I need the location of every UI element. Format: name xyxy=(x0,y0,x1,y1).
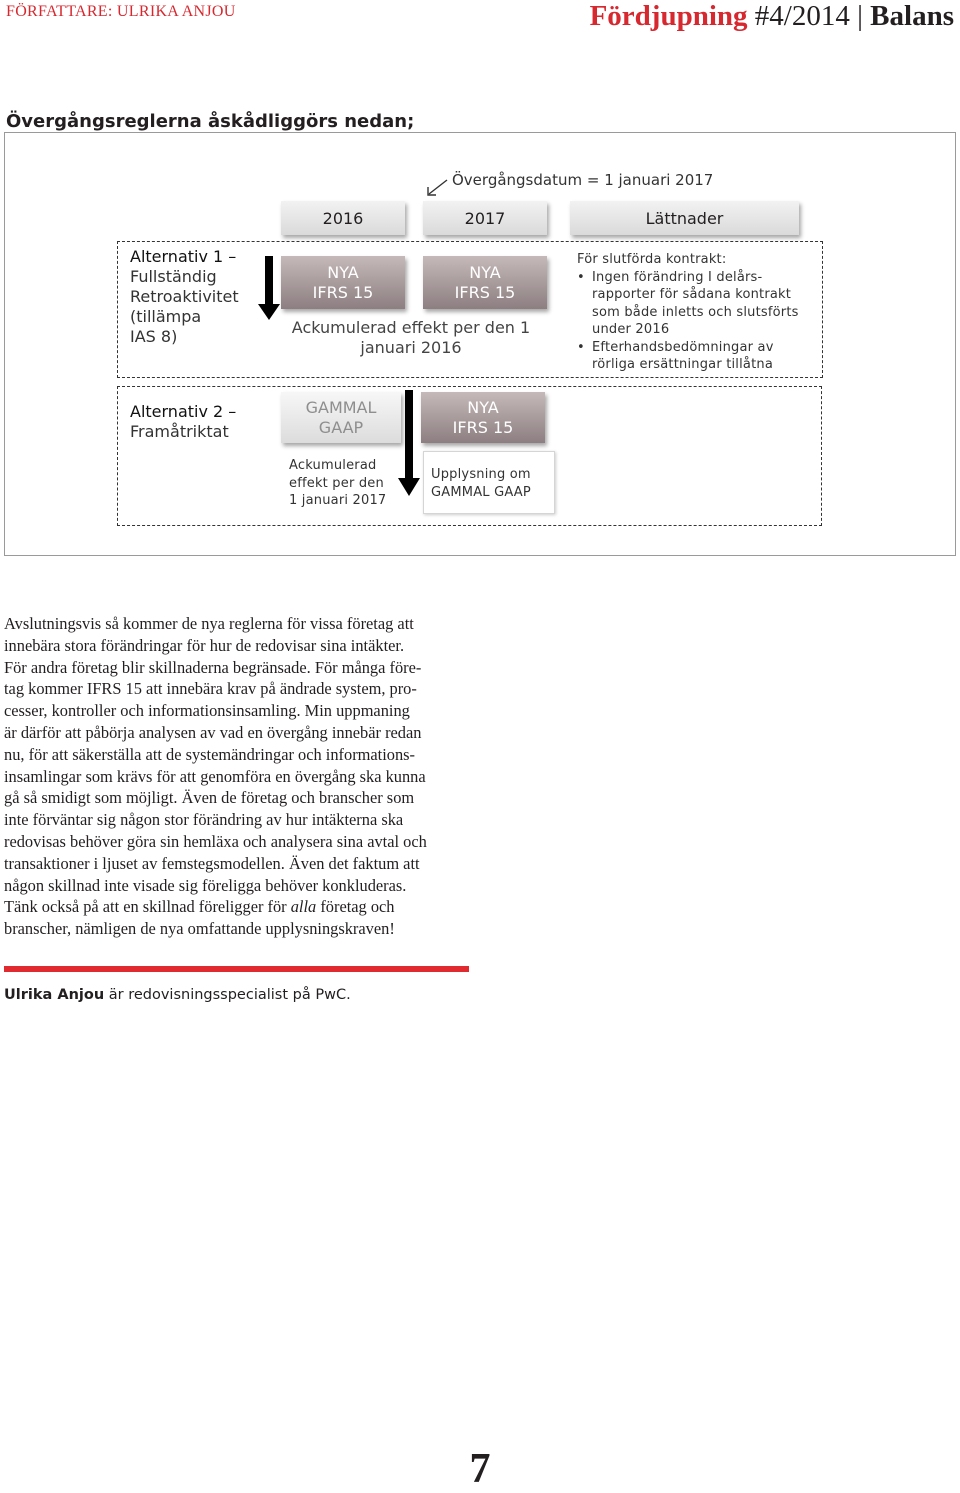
transition-date: Övergångsdatum = 1 januari 2017 xyxy=(452,171,714,189)
red-divider xyxy=(4,966,469,972)
down-arrow-icon xyxy=(258,256,280,322)
column-2016: 2016 xyxy=(281,201,405,235)
down-arrow-icon xyxy=(398,390,420,498)
magazine-name: Balans xyxy=(870,0,954,32)
transition-arrow-icon xyxy=(424,178,450,198)
relief-list xyxy=(577,251,817,374)
relief-intro: För slutförda kontrakt: xyxy=(577,252,727,267)
header-divider: | xyxy=(857,0,863,32)
alt2-effect-note: Ackumulerad effekt per den 1 januari 2017 xyxy=(289,458,387,508)
alt2-gammal-gaap: GAMMAL GAAP xyxy=(281,392,401,443)
issue-number: #4/2014 xyxy=(754,0,850,32)
alt1-nya-ifrs15-2017: NYA IFRS 15 xyxy=(423,256,547,309)
alt1-nya-ifrs15-2016: NYA IFRS 15 xyxy=(281,256,405,309)
body-paragraph: Avslutningsvis så kommer de nya reglerna för vissa företag att innebära stora förändringar för hur de redovisar sina intäkter. För andra företag blir skillnaderna begränsade. För många före- tag kommer IFRS 15 att innebära krav på ändrade system, pro- cesser, kontroller och informationsinsamling. Min uppmaning är därför att påbörja analysen av vad en övergång innebär redan nu, för att säkerställa att de systemändringar och informations- insamlingar som krävs för att genomföra en övergång ska kunna gå så smidigt som möjligt. Även de företag och branscher som inte förväntar sig någon stor förändring av hur intäkterna ska redovisas behöver göra sin hemläxa och analysera sina avtal och transaktioner i ljuset av femstegsmodellen. Även det faktum att någon skillnad inte visade sig föreligga behöver konkluderas. Tänk också på att en skillnad föreligger för alla företag och branscher, nämligen de nya omfattande upplysningskraven! xyxy=(4,613,474,940)
author-line: FÖRFATTARE: ULRIKA ANJOU xyxy=(6,3,236,20)
figure-title: Övergångsreglerna åskådliggörs nedan; xyxy=(6,111,415,132)
alternative-1-label: Alternativ 1 – Fullständig Retroaktivitet (tillämpa IAS 8) xyxy=(130,247,239,346)
section-name: Fördjupning xyxy=(589,0,748,32)
alternative-2-label: Alternativ 2 – Framåtriktat xyxy=(130,402,237,441)
body-line-emphasis: Tänk också på att en skillnad föreligger för alla företag och xyxy=(4,897,395,917)
disclosure-box: Upplysning om GAMMAL GAAP xyxy=(423,451,555,514)
column-relief: Lättnader xyxy=(570,201,799,235)
page-number: 7 xyxy=(469,1446,491,1492)
alt2-nya-ifrs15: NYA IFRS 15 xyxy=(421,392,545,443)
column-2017: 2017 xyxy=(423,201,547,235)
publication-header xyxy=(590,0,954,33)
author-byline: Ulrika Anjou är redovisningsspecialist på PwC. xyxy=(4,987,351,1003)
alt1-effect-note: Ackumulerad effekt per den 1 januari 2016 xyxy=(291,318,531,357)
relief-item: • Ingen förändring I delårs- rapporter för sådana kontrakt som både inletts och slutsförts under 2016 xyxy=(577,269,817,339)
relief-item: • Efterhandsbedömningar av rörliga ersättningar tillåtna xyxy=(577,339,817,374)
